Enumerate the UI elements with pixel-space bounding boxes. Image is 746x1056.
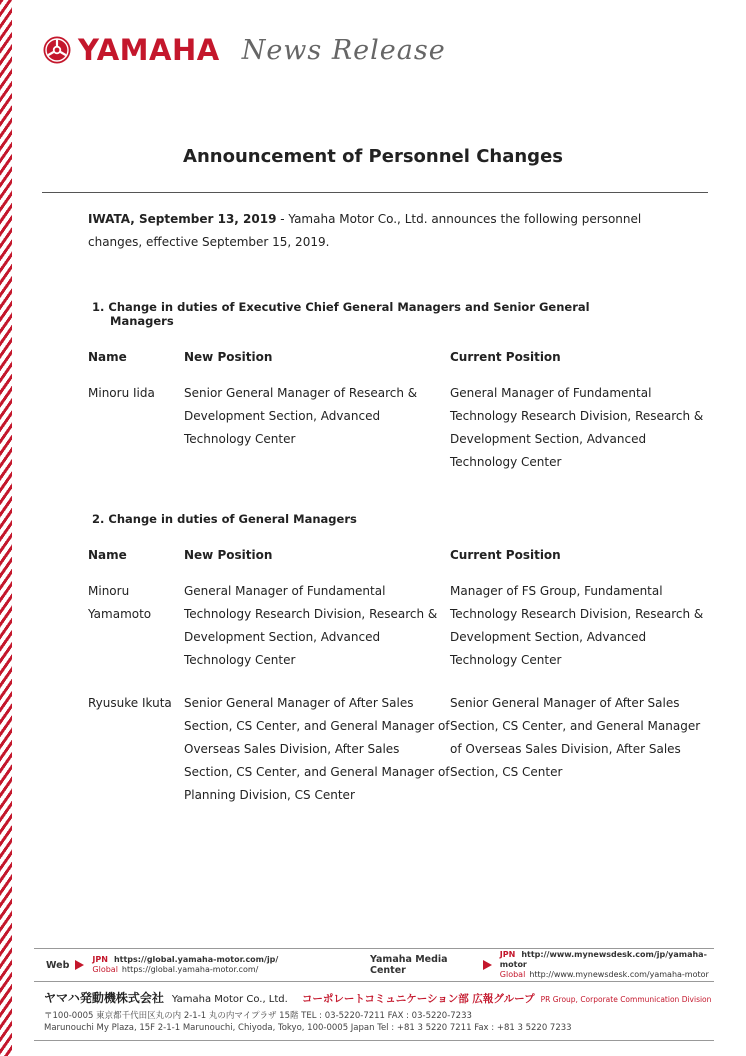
- page-title: Announcement of Personnel Changes: [183, 146, 563, 167]
- table-row: [88, 382, 708, 474]
- web-label: Web: [46, 959, 70, 971]
- web-urls: [92, 955, 278, 975]
- jpn-label: JPN: [499, 950, 516, 959]
- current-position: Senior General Manager of After Sales Section, CS Center, and General Manager of Overseas Sales Division, After Sales Section, CS Center: [450, 696, 701, 779]
- column-header-current-position: Current Position: [450, 350, 561, 364]
- section-2-heading: 2. Change in duties of General Managers: [92, 512, 357, 526]
- address-en: Marunouchi My Plaza, 15F 2-1-1 Marunouchi, Chiyoda, Tokyo, 100-0005 Japan Tel : +81 3 5220 7211 Fax : +81 3 5220 7233: [44, 1023, 572, 1033]
- news-release-label: News Release: [241, 34, 446, 66]
- web-jpn-link[interactable]: https://global.yamaha-motor.com/jp/: [113, 955, 279, 964]
- pr-group-en: PR Group, Corporate Communication Division: [540, 995, 712, 1004]
- global-label: Global: [92, 965, 118, 974]
- new-position: General Manager of Fundamental Technology Research Division, Research & Development Section, Advanced Technology Center: [184, 584, 438, 667]
- column-header-new-position: New Position: [184, 548, 273, 562]
- media-jpn-link[interactable]: http://www.mynewsdesk.com/jp/yamaha-motor: [499, 950, 707, 969]
- company-name-en: Yamaha Motor Co., Ltd.: [171, 994, 288, 1005]
- new-position: Senior General Manager of After Sales Section, CS Center, and General Manager of Overseas Sales Division, After Sales Section, CS Center, and General Manager of Planning Division, CS Center: [184, 696, 450, 802]
- tuning-fork-emblem-icon: [42, 35, 72, 65]
- person-name: Minoru Iida: [88, 386, 155, 400]
- footer: [34, 948, 714, 1034]
- person-name: Minoru Yamamoto: [88, 584, 152, 621]
- table-row: [88, 580, 708, 672]
- intro-text: - Yamaha Motor Co., Ltd. announces the following personnel changes, effective September 15, 2019.: [88, 212, 642, 249]
- media-global-link[interactable]: http://www.mynewsdesk.com/yamaha-motor: [529, 970, 709, 979]
- section-1-heading: 1. Change in duties of Executive Chief General Managers and Senior General Managers: [92, 300, 590, 328]
- company-line: [44, 989, 714, 1006]
- table-header: [88, 350, 708, 372]
- media-center-label: Yamaha Media Center: [370, 954, 448, 976]
- footer-divider: [34, 981, 714, 982]
- address-jp: 〒100-0005 東京都千代田区丸の内 2-1-1 丸の内マイプラザ 15階 TEL : 03-5220-7211 FAX : 03-5220-7233: [44, 1011, 472, 1021]
- brand-logo-text: YAMAHA: [78, 32, 220, 67]
- play-triangle-icon: [75, 960, 84, 970]
- company-name-jp: ヤマハ発動機株式会社: [44, 991, 164, 1005]
- media-center-links: [370, 949, 714, 981]
- title-divider: [42, 192, 708, 193]
- web-links-row: [34, 949, 714, 981]
- table-row: [88, 692, 708, 807]
- section-1-table: [88, 350, 708, 474]
- column-header-new-position: New Position: [184, 350, 273, 364]
- pr-group-jp: コーポレートコミュニケーション部 広報グループ: [301, 993, 535, 1005]
- dateline: IWATA, September 13, 2019: [88, 212, 277, 226]
- new-position: Senior General Manager of Research & Development Section, Advanced Technology Center: [184, 386, 418, 446]
- column-header-current-position: Current Position: [450, 548, 561, 562]
- footer-bottom-divider: [34, 1040, 714, 1041]
- global-label: Global: [499, 970, 526, 979]
- person-name: Ryusuke Ikuta: [88, 696, 172, 710]
- section-2-table: [88, 548, 708, 807]
- column-header-name: Name: [88, 350, 127, 364]
- table-header: [88, 548, 708, 570]
- current-position: General Manager of Fundamental Technology Research Division, Research & Development Section, Advanced Technology Center: [450, 386, 704, 469]
- media-urls: [500, 950, 714, 980]
- play-triangle-icon: [483, 960, 492, 970]
- header: [42, 28, 446, 72]
- current-position: Manager of FS Group, Fundamental Technology Research Division, Research & Development Section, Advanced Technology Center: [450, 584, 704, 667]
- column-header-name: Name: [88, 548, 127, 562]
- jpn-label: JPN: [92, 955, 108, 964]
- intro-paragraph: [88, 208, 688, 254]
- web-global-link[interactable]: https://global.yamaha-motor.com/: [121, 965, 259, 974]
